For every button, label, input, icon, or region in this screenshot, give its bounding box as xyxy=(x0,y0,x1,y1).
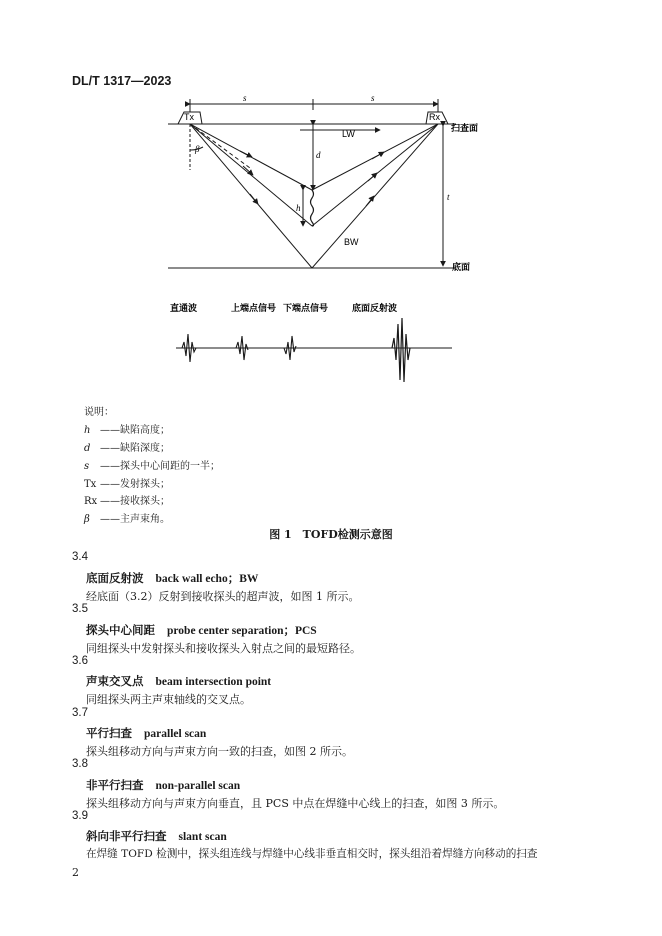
legend-desc: ——接收探头； xyxy=(100,496,170,507)
h-label: h xyxy=(296,203,301,213)
tofd-diagram xyxy=(0,0,662,400)
term-number: 3.8 xyxy=(72,758,88,770)
legend-title: 说明： xyxy=(84,407,114,418)
legend-desc: ——发射探头； xyxy=(100,479,170,490)
term-zh: 底面反射波 xyxy=(86,571,144,585)
term-heading xyxy=(86,777,240,793)
d-label: d xyxy=(316,150,321,160)
legend-desc: ——主声束角。 xyxy=(100,514,170,525)
legend-item xyxy=(84,439,170,454)
term-heading xyxy=(86,673,271,689)
term-zh: 斜向非平行扫查 xyxy=(86,829,167,843)
term-number: 3.4 xyxy=(72,551,88,563)
term-en: parallel scan xyxy=(144,728,207,740)
standard-number: DL/T 1317—2023 xyxy=(72,74,172,88)
s-label-left: s xyxy=(243,93,247,103)
rx-label: Rx xyxy=(429,112,440,122)
term-heading xyxy=(86,622,317,638)
term-zh: 探头中心间距 xyxy=(86,623,155,637)
term-heading xyxy=(86,725,206,741)
term-definition: 在焊缝 TOFD 检测中，探头组连线与焊缝中心线非垂直相交时，探头组沿着焊缝方向移动的扫查 xyxy=(86,848,538,860)
t-label: t xyxy=(447,192,450,202)
term-definition: 探头组移动方向与声束方向垂直，且 PCS 中点在焊缝中心线上的扫查，如图 3 所示。 xyxy=(86,797,505,810)
lower-tip-label: 下端点信号 xyxy=(283,304,329,314)
term-zh: 非平行扫查 xyxy=(86,778,144,792)
page-number: 2 xyxy=(72,866,79,879)
figure-caption: 图 1 TOFD检测示意图 xyxy=(269,528,393,541)
s-label-right: s xyxy=(371,93,375,103)
term-heading xyxy=(86,828,227,844)
back-wall-signal xyxy=(392,318,410,382)
term-heading xyxy=(86,570,258,586)
term-en: slant scan xyxy=(178,831,227,843)
legend-desc: ——缺陷高度； xyxy=(100,425,170,436)
legend-item xyxy=(84,421,170,436)
bw-label: BW xyxy=(344,237,359,247)
back-wall-label: 底面反射波 xyxy=(352,304,398,314)
beta-label: β xyxy=(195,144,200,154)
term-number: 3.7 xyxy=(72,707,88,719)
term-number: 3.9 xyxy=(72,810,88,822)
legend-desc: ——探头中心间距的一半； xyxy=(100,461,220,472)
legend-item xyxy=(84,510,170,525)
legend-symbol: d xyxy=(84,443,91,454)
term-definition: 经底面（3.2）反射到接收探头的超声波，如图 1 所示。 xyxy=(86,590,360,603)
legend-desc: ——缺陷深度； xyxy=(100,443,170,454)
legend-item xyxy=(84,475,170,490)
term-en: probe center separation；PCS xyxy=(167,625,317,637)
term-en: beam intersection point xyxy=(155,676,272,688)
legend-item xyxy=(84,492,170,507)
bottom-surface-label: 底面 xyxy=(452,263,471,273)
term-definition: 同组探头中发射探头和接收探头入射点之间的最短路径。 xyxy=(86,642,361,655)
term-en: back wall echo；BW xyxy=(155,573,259,585)
legend-symbol: β xyxy=(84,514,90,525)
term-number: 3.5 xyxy=(72,603,88,615)
lw-label: LW xyxy=(342,129,355,139)
term-zh: 声束交叉点 xyxy=(86,674,144,688)
legend-symbol: s xyxy=(84,461,90,472)
lateral-wave-label: 直通波 xyxy=(170,304,198,314)
legend-symbol: h xyxy=(84,425,91,436)
term-zh: 平行扫查 xyxy=(86,726,132,740)
legend-symbol: Tx xyxy=(84,479,97,490)
upper-tip-label: 上端点信号 xyxy=(231,304,277,314)
term-definition: 同组探头两主声束轴线的交叉点。 xyxy=(86,693,251,706)
scan-surface-label: 扫查面 xyxy=(451,124,479,134)
term-number: 3.6 xyxy=(72,655,88,667)
legend-symbol: Rx xyxy=(84,496,98,507)
term-definition: 探头组移动方向与声束方向一致的扫查，如图 2 所示。 xyxy=(86,745,353,758)
term-en: non-parallel scan xyxy=(155,780,241,792)
legend-item xyxy=(84,457,220,472)
tx-label: Tx xyxy=(184,112,194,122)
